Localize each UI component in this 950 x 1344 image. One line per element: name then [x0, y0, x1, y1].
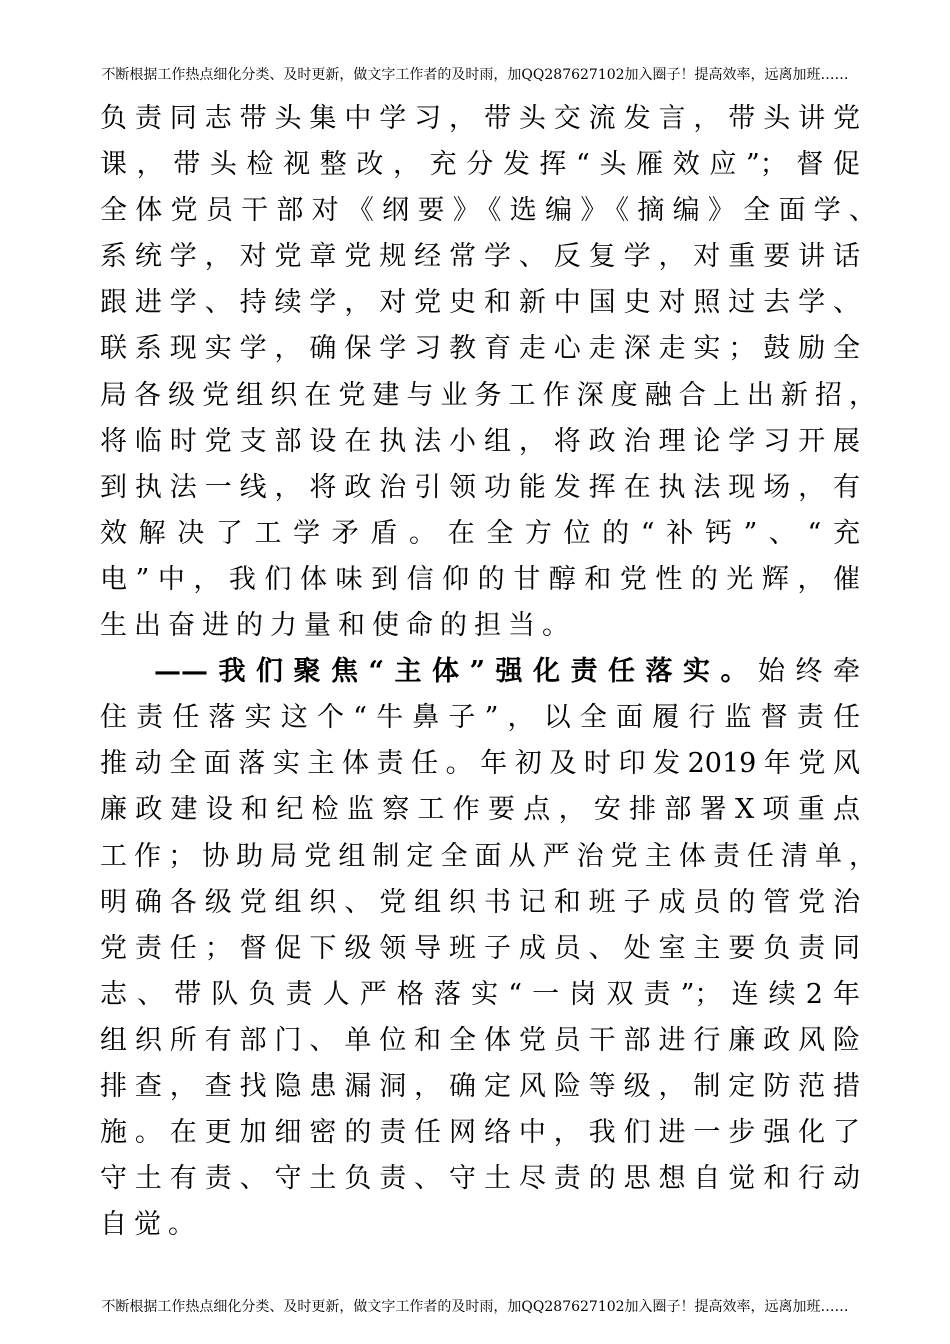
text-line: 守土有责、守土负责、守土尽责的思想自觉和行动: [100, 1163, 860, 1195]
paragraph-2-first-line: [100, 649, 860, 695]
text-line: 自觉。: [100, 1209, 202, 1241]
text-line: 跟进学、持续学，对党史和新中国史对照过去学、: [100, 287, 860, 319]
text-line: 党责任；督促下级领导班子成员、处室主要负责同: [100, 932, 860, 964]
section-heading: ——我们聚焦“主体”强化责任落实。: [154, 656, 759, 688]
text-line: 组织所有部门、单位和全体党员干部进行廉政风险: [100, 1024, 860, 1056]
text-line: 住责任落实这个“牛鼻子”，以全面履行监督责任: [100, 702, 860, 734]
text-line: 负责同志带头集中学习，带头交流发言，带头讲党: [100, 103, 860, 134]
text-line: 将临时党支部设在执法小组，将政治理论学习开展: [100, 425, 860, 457]
text-line: 电”中，我们体味到信仰的甘醇和党性的光辉，催: [100, 563, 860, 595]
page-footer: 不断根据工作热点细化分类、及时更新，做文字工作者的及时雨，加QQ287627102加入圈子！提高效率，远离加班……: [101, 1299, 849, 1315]
text-line: 到执法一线，将政治引领功能发挥在执法现场，有: [100, 471, 860, 503]
text-line: 生出奋进的力量和使命的担当。: [100, 610, 576, 642]
text-line: 工作；协助局党组制定全面从严治党主体责任清单，: [100, 840, 876, 872]
text-line: 廉政建设和纪检监察工作要点，安排部署X项重点: [100, 794, 860, 826]
page-header: 不断根据工作热点细化分类、及时更新，做文字工作者的及时雨，加QQ287627102加入圈子！提高效率，远离加班……: [101, 67, 849, 83]
text-line: 明确各级党组织、党组织书记和班子成员的管党治: [100, 886, 860, 918]
text-line: 推动全面落实主体责任。年初及时印发2019年党风: [100, 748, 860, 780]
text-line: 局各级党组织在党建与业务工作深度融合上出新招，: [100, 379, 876, 411]
text-line: 全体党员干部对《纲要》《选编》《摘编》全面学、: [100, 195, 876, 227]
text-line: 联系现实学，确保学习教育走心走深走实；鼓励全: [100, 333, 860, 365]
text-line: 排查，查找隐患漏洞，确定风险等级，制定防范措: [100, 1070, 860, 1102]
text-line: 系统学，对党章党规经常学、反复学，对重要讲话: [100, 241, 860, 273]
text-line: 课，带头检视整改，充分发挥“头雁效应”；督促: [100, 149, 860, 181]
paragraph-1: [100, 96, 876, 649]
text-line: 效解决了工学矛盾。在全方位的“补钙”、“充: [100, 517, 860, 549]
text-run: 始终牵: [758, 656, 861, 688]
text-line: 施。在更加细密的责任网络中，我们进一步强化了: [100, 1117, 860, 1149]
text-line: 志、带队负责人严格落实“一岗双责”；连续2年: [100, 978, 860, 1010]
paragraph-2: [100, 649, 876, 1248]
document-body: [100, 96, 876, 1248]
